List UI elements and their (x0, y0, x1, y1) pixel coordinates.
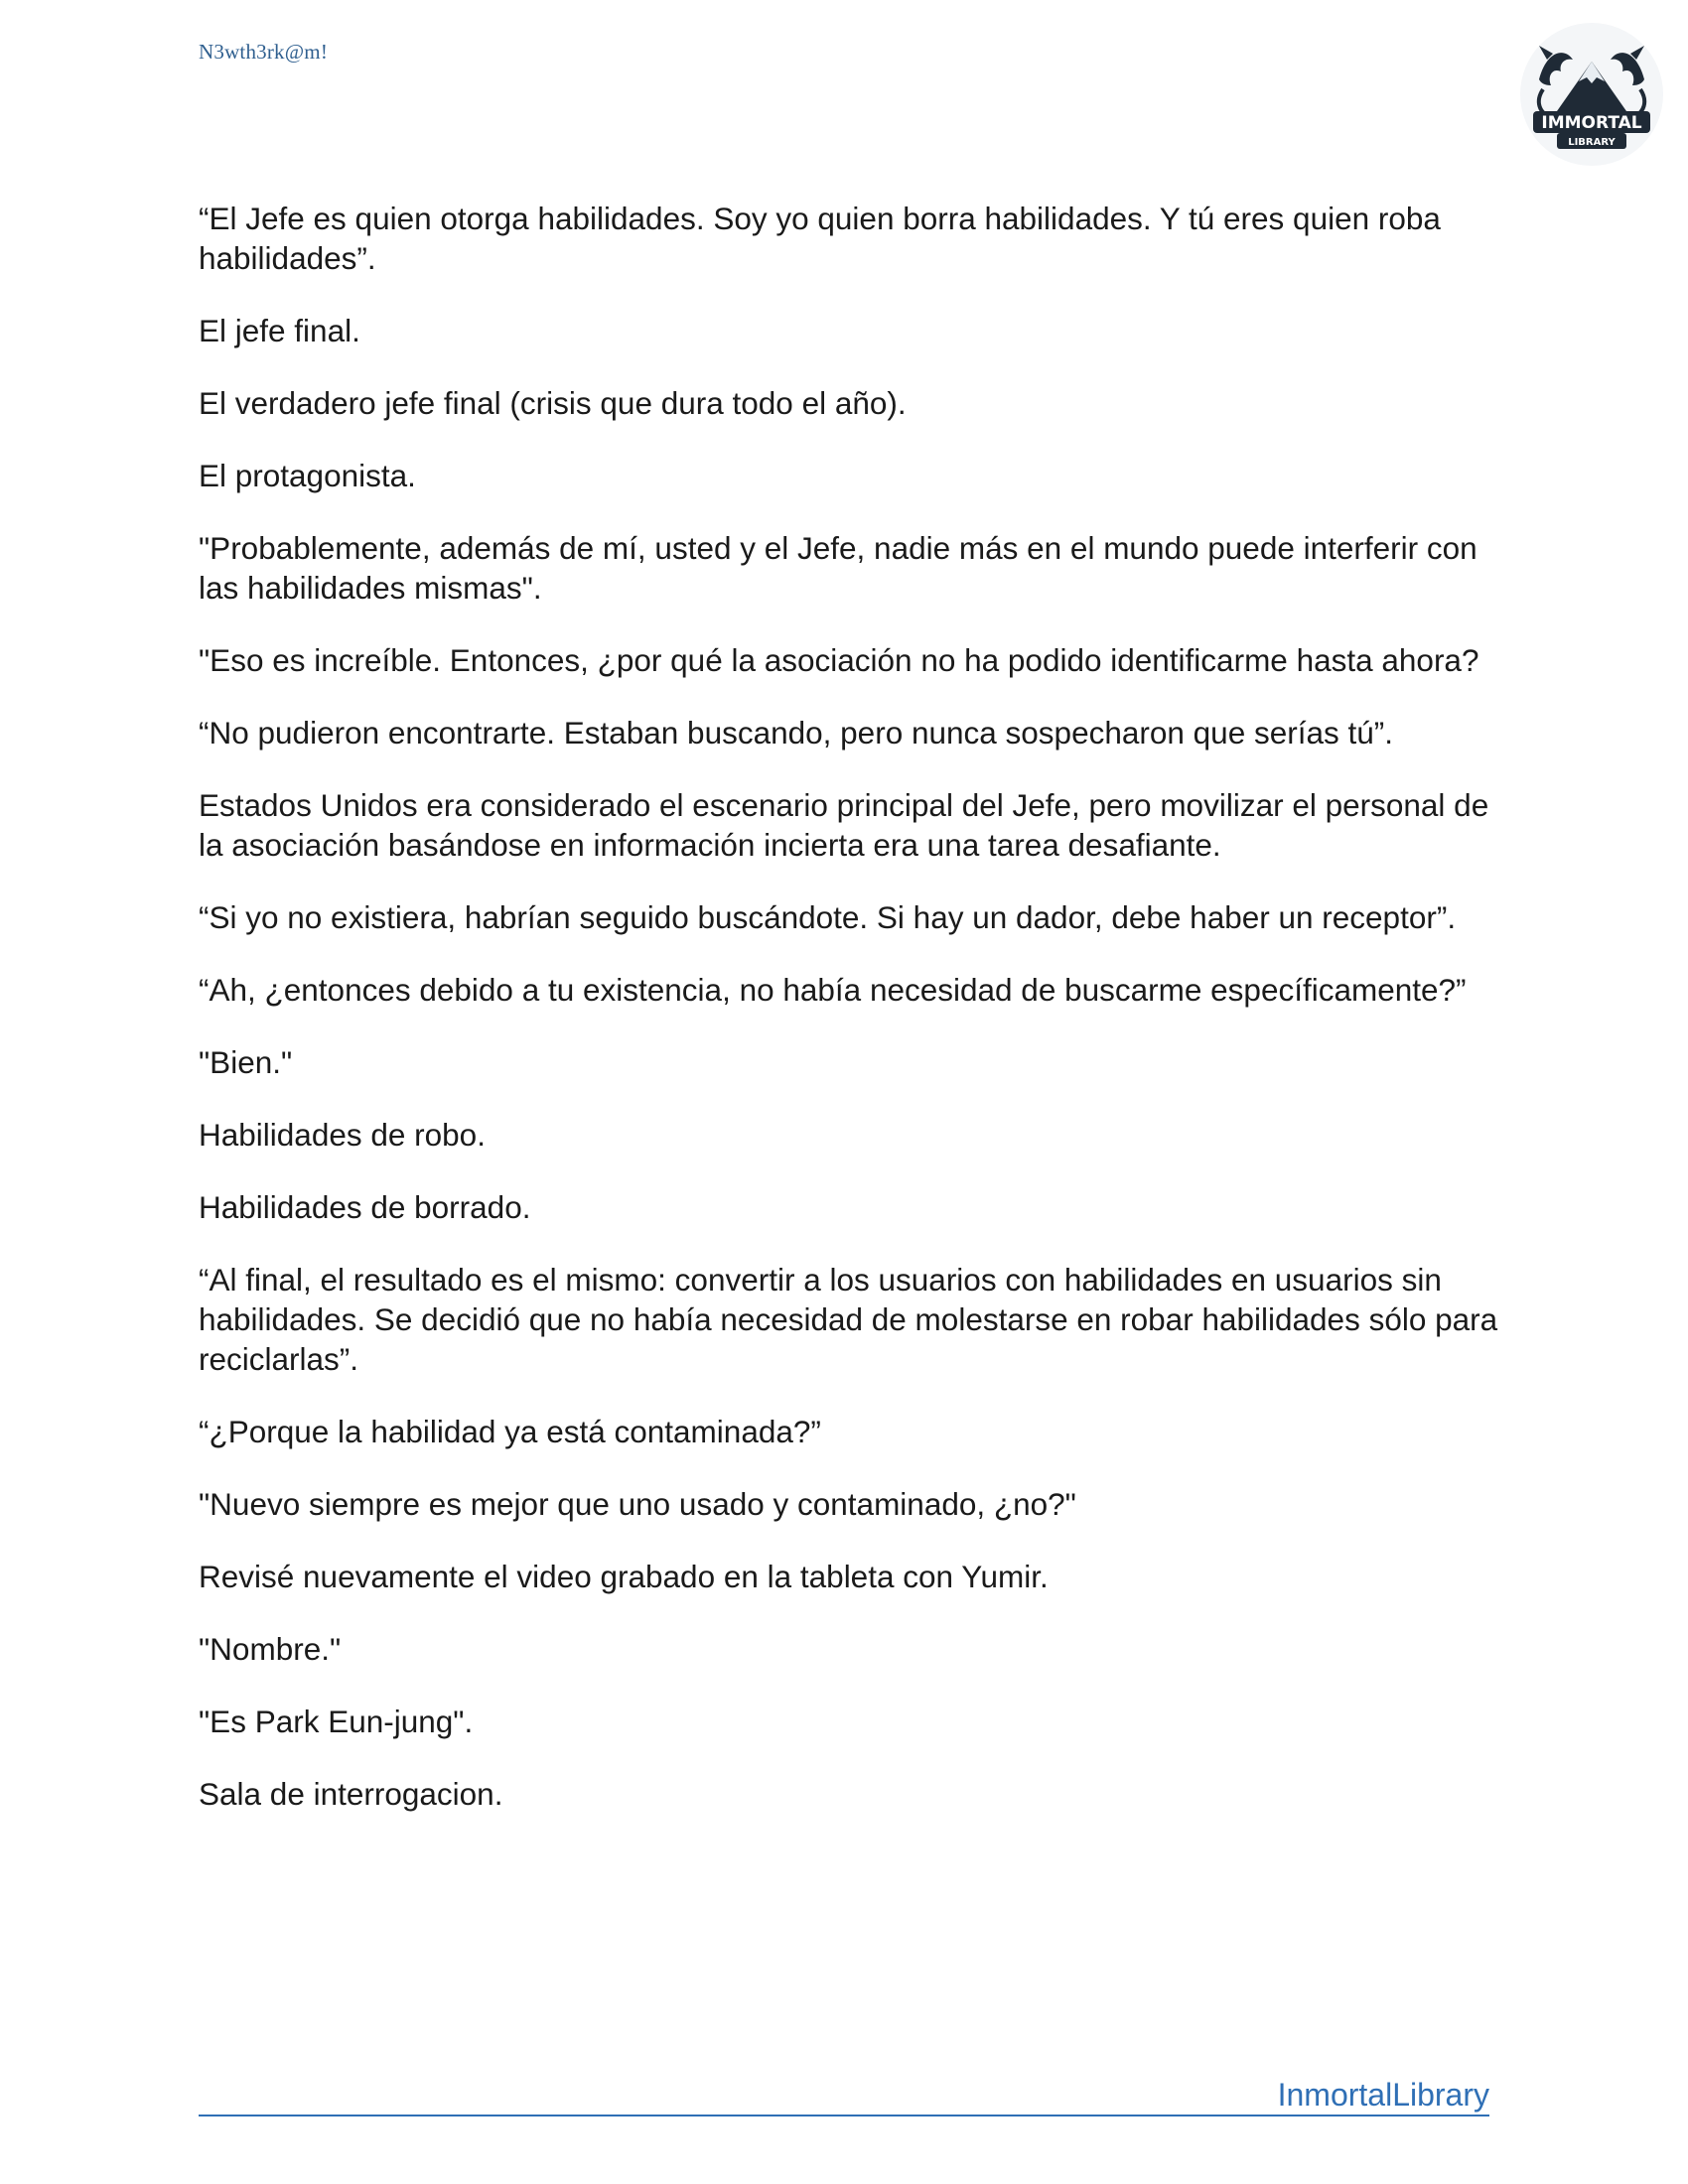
footer-library-link[interactable]: InmortalLibrary (1277, 2077, 1489, 2113)
paragraph: El verdadero jefe final (crisis que dura todo el año). (199, 385, 907, 421)
paragraph: “Ah, ¿entonces debido a tu existencia, no había necesidad de buscarme específicamente?” (199, 972, 1467, 1008)
paragraph: Habilidades de borrado. (199, 1189, 531, 1225)
paragraph: "Probablemente, además de mí, usted y el Jefe, nadie más en el mundo puede interferir con las habilidades mismas". (199, 530, 1477, 606)
paragraph: “El Jefe es quien otorga habilidades. Soy yo quien borra habilidades. Y tú eres quien roba habilidades”. (199, 201, 1441, 276)
document-body (199, 199, 1499, 1846)
paragraph: “¿Porque la habilidad ya está contaminada?” (199, 1414, 821, 1449)
paragraph: "Nombre." (199, 1631, 342, 1667)
dragons-mountain-emblem-icon (1517, 20, 1666, 169)
logo-text-bottom: LIBRARY (1568, 137, 1616, 148)
paragraph: “Si yo no existiera, habrían seguido buscándote. Si hay un dador, debe haber un receptor”. (199, 899, 1457, 935)
paragraph: “No pudieron encontrarte. Estaban buscando, pero nunca sospecharon que serías tú”. (199, 715, 1394, 751)
immortal-library-logo (1517, 20, 1666, 169)
paragraph: "Es Park Eun-jung". (199, 1704, 474, 1739)
paragraph: "Eso es increíble. Entonces, ¿por qué la asociación no ha podido identificarme hasta ahora? (199, 642, 1479, 678)
logo-text-top: IMMORTAL (1541, 113, 1642, 133)
watermark-text: N3wth3rk@m! (199, 40, 329, 64)
footer-divider (199, 2115, 1489, 2116)
paragraph: Estados Unidos era considerado el escenario principal del Jefe, pero movilizar el personal de la asociación basándose en información incierta era una tarea desafiante. (199, 787, 1489, 863)
paragraph: Sala de interrogacion. (199, 1776, 503, 1812)
paragraph: Habilidades de robo. (199, 1117, 486, 1153)
paragraph: "Bien." (199, 1044, 293, 1080)
paragraph: "Nuevo siempre es mejor que uno usado y contaminado, ¿no?" (199, 1486, 1076, 1522)
paragraph: El protagonista. (199, 458, 416, 493)
paragraph: El jefe final. (199, 313, 360, 348)
paragraph: Revisé nuevamente el video grabado en la tableta con Yumir. (199, 1559, 1049, 1594)
paragraph: “Al final, el resultado es el mismo: convertir a los usuarios con habilidades en usuarios sin habilidades. Se decidió que no había necesidad de molestarse en robar habilidades sólo para reciclarlas”. (199, 1262, 1498, 1377)
